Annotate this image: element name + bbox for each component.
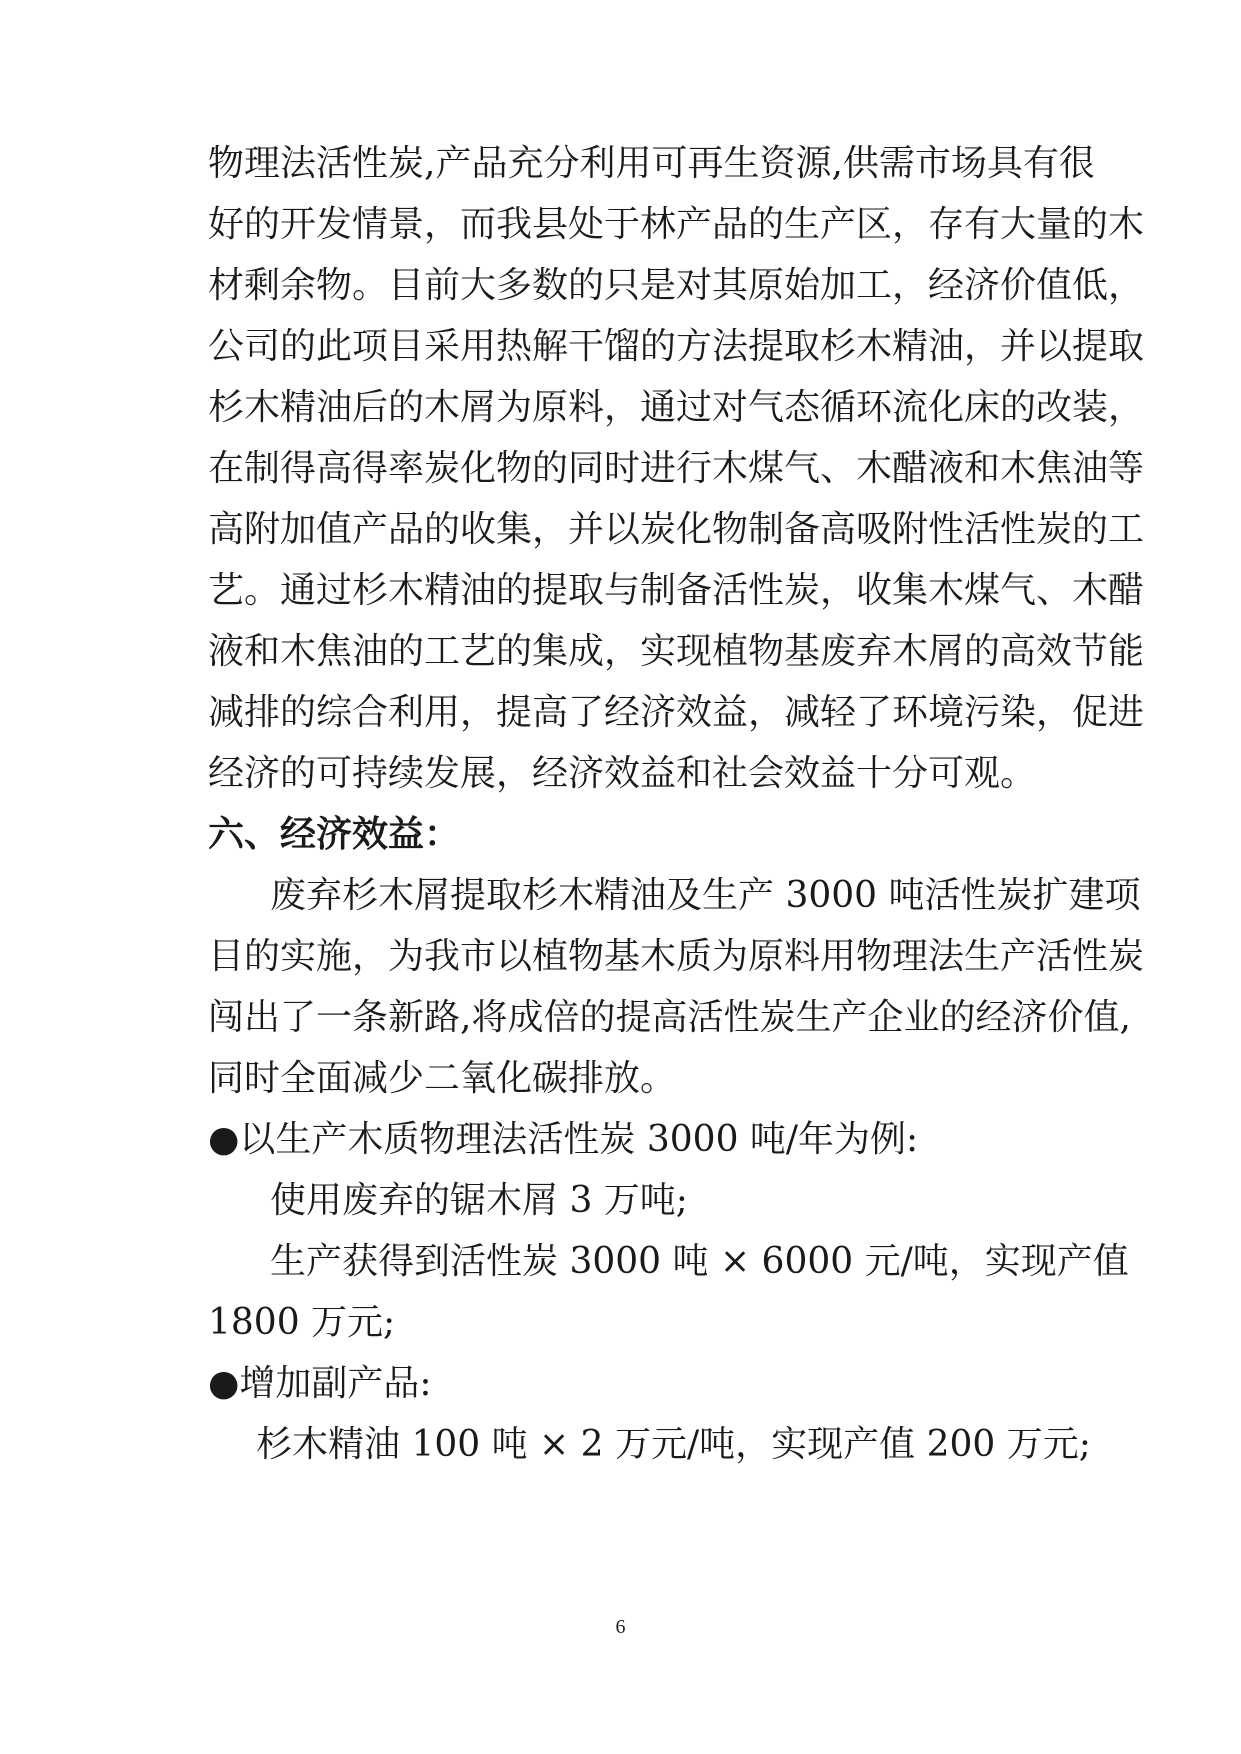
paragraph-line: 公司的此项目采用热解干馏的方法提取杉木精油，并以提取 [208,326,1145,367]
bullet-subitem: 使用废弃的锯木屑 3 万吨; [270,1180,688,1221]
paragraph-line: 废弃杉木屑提取杉木精油及生产 3000 吨活性炭扩建项 [270,875,1141,916]
bullet-subitem: 生产获得到活性炭 3000 吨 × 6000 元/吨，实现产值 [270,1241,1129,1282]
bullet-subitem: 杉木精油 100 吨 × 2 万元/吨，实现产值 200 万元; [256,1424,1091,1465]
paragraph-line: 减排的综合利用，提高了经济效益，减轻了环境污染，促进 [208,692,1145,733]
paragraph-line: 在制得高得率炭化物的同时进行木煤气、木醋液和木焦油等 [208,448,1145,489]
paragraph-line: 物理法活性炭,产品充分利用可再生资源,供需市场具有很 [208,143,1095,184]
paragraph-line: 艺。通过杉木精油的提取与制备活性炭，收集木煤气、木醋 [208,570,1145,611]
paragraph-line: 杉木精油后的木屑为原料，通过对气态循环流化床的改装， [208,387,1145,428]
paragraph-line: 经济的可持续发展，经济效益和社会效益十分可观。 [208,753,1037,794]
paragraph-line: 同时全面减少二氧化碳排放。 [208,1058,677,1099]
page-number: 6 [615,1616,626,1638]
bullet-item: ●以生产木质物理法活性炭 3000 吨/年为例: [208,1119,919,1160]
paragraph-line: 材剩余物。目前大多数的只是对其原始加工，经济价值低， [208,265,1145,306]
bullet-item: ●增加副产品: [208,1363,432,1404]
paragraph-line: 闯出了一条新路,将成倍的提高活性炭生产企业的经济价值, [208,997,1131,1038]
bullet-subitem: 1800 万元; [208,1302,396,1343]
paragraph-line: 目的实施，为我市以植物基木质为原料用物理法生产活性炭 [208,936,1145,977]
paragraph-line: 好的开发情景，而我县处于林产品的生产区，存有大量的木 [208,204,1145,245]
section-heading: 六、经济效益： [208,814,461,855]
paragraph-line: 高附加值产品的收集，并以炭化物制备高吸附性活性炭的工 [208,509,1145,550]
paragraph-line: 液和木焦油的工艺的集成，实现植物基废弃木屑的高效节能 [208,631,1145,672]
